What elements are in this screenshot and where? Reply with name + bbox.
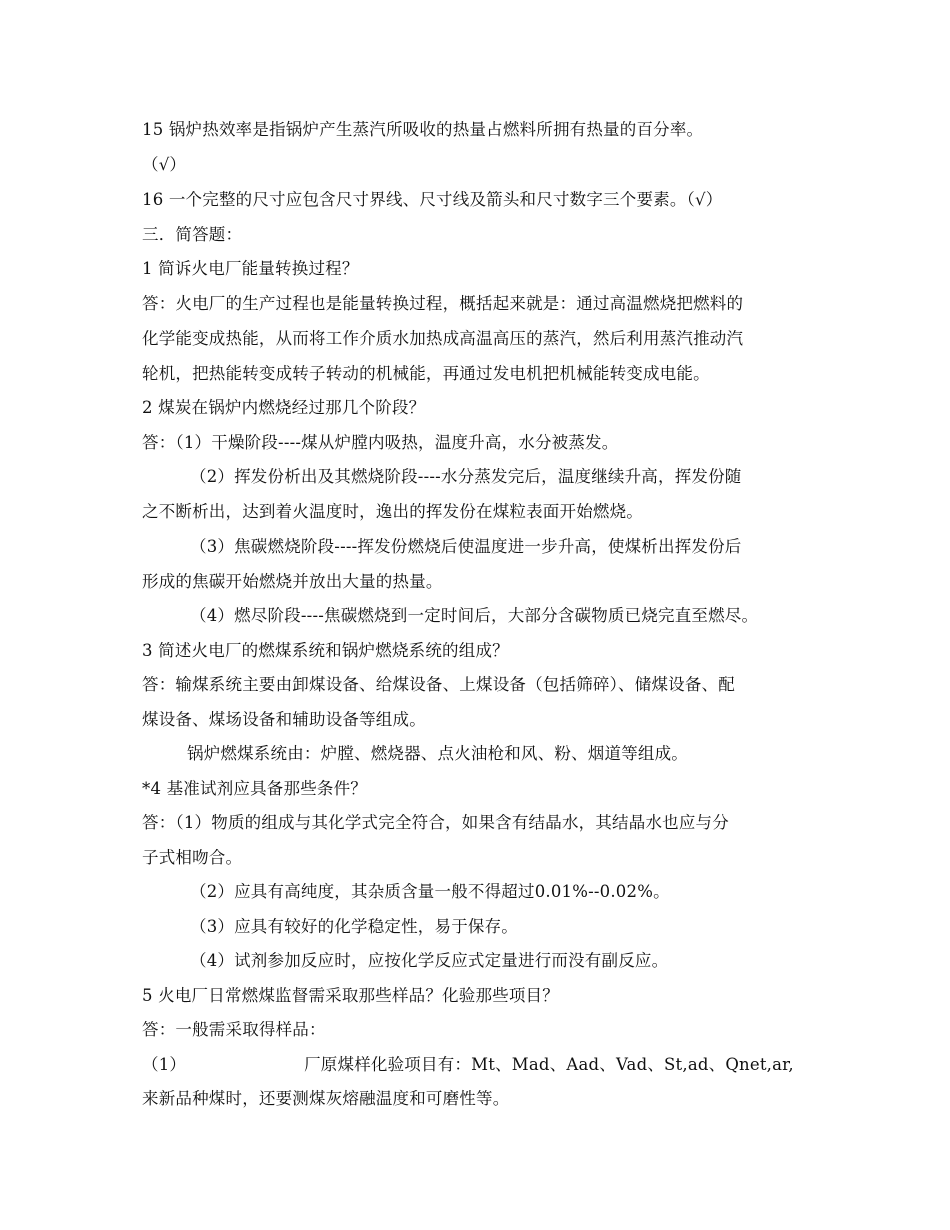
text-line: 之不断析出，达到着火温度时，逸出的挥发份在煤粒表面开始燃烧。 [142,502,643,521]
text-line: （3）应具有较好的化学稳定性，易于保存。 [190,917,518,936]
text-line: （2）应具有高纯度，其杂质含量一般不得超过0.01%--0.02%。 [190,882,670,901]
text-line: 答：输煤系统主要由卸煤设备、给煤设备、上煤设备（包括筛碎）、储煤设备、配 [142,675,735,694]
item-number: （1） [142,1055,187,1074]
text-line: 锅炉燃煤系统由：炉膛、燃烧器、点火油枪和风、粉、烟道等组成。 [187,744,688,763]
text-line: （2）挥发份析出及其燃烧阶段----水分蒸发完后，温度继续升高，挥发份随 [190,467,742,486]
text-line: 答：（1）干燥阶段----煤从炉膛内吸热，温度升高，水分被蒸发。 [142,433,619,452]
text-line: 15 锅炉热效率是指锅炉产生蒸汽所吸收的热量占燃料所拥有热量的百分率。 [142,120,704,139]
text-line: 煤设备、煤场设备和辅助设备等组成。 [142,710,426,729]
question-heading: *4 基准试剂应具备那些条件？ [142,779,367,798]
text-line: （4）燃尽阶段----焦碳燃烧到一定时间后，大部分含碳物质已烧完直至燃尽。 [190,606,759,625]
question-heading: 5 火电厂日常燃煤监督需采取那些样品？化验那些项目？ [142,986,559,1005]
text-line: 子式相吻合。 [142,848,243,867]
text-line: （√） [142,155,187,174]
item-text: 厂原煤样化验项目有：Mt、Mad、Aad、Vad、St,ad、Qnet,ar, [304,1055,794,1074]
text-line: 形成的焦碳开始燃烧并放出大量的热量。 [142,572,443,591]
text-line: 化学能变成热能，从而将工作介质水加热成高温高压的蒸汽，然后利用蒸汽推动汽 [142,329,744,348]
section-heading: 三．简答题： [142,225,243,244]
text-line: （3）焦碳燃烧阶段----挥发份燃烧后使温度进一步升高，使煤析出挥发份后 [190,537,742,556]
text-line: 答：（1）物质的组成与其化学式完全符合，如果含有结晶水，其结晶水也应与分 [142,813,729,832]
text-line [142,1055,794,1075]
text-line: 轮机，把热能转变成转子转动的机械能，再通过发电机把机械能转变成电能。 [142,364,710,383]
question-heading: 3 简述火电厂的燃煤系统和锅炉燃烧系统的组成？ [142,641,509,660]
text-line: 答：一般需采取得样品： [142,1020,326,1039]
text-line: 来新品种煤时，还要测煤灰熔融温度和可磨性等。 [142,1089,510,1108]
question-heading: 2 煤炭在锅炉内燃烧经过那几个阶段？ [142,398,426,417]
text-line: 16 一个完整的尺寸应包含尺寸界线、尺寸线及箭头和尺寸数字三个要素。（√） [142,190,723,209]
text-line: 答：火电厂的生产过程也是能量转换过程，概括起来就是：通过高温燃烧把燃料的 [142,294,744,313]
text-line: （4）试剂参加反应时，应按化学反应式定量进行而没有副反应。 [190,951,669,970]
question-heading: 1 简诉火电厂能量转换过程？ [142,259,359,278]
